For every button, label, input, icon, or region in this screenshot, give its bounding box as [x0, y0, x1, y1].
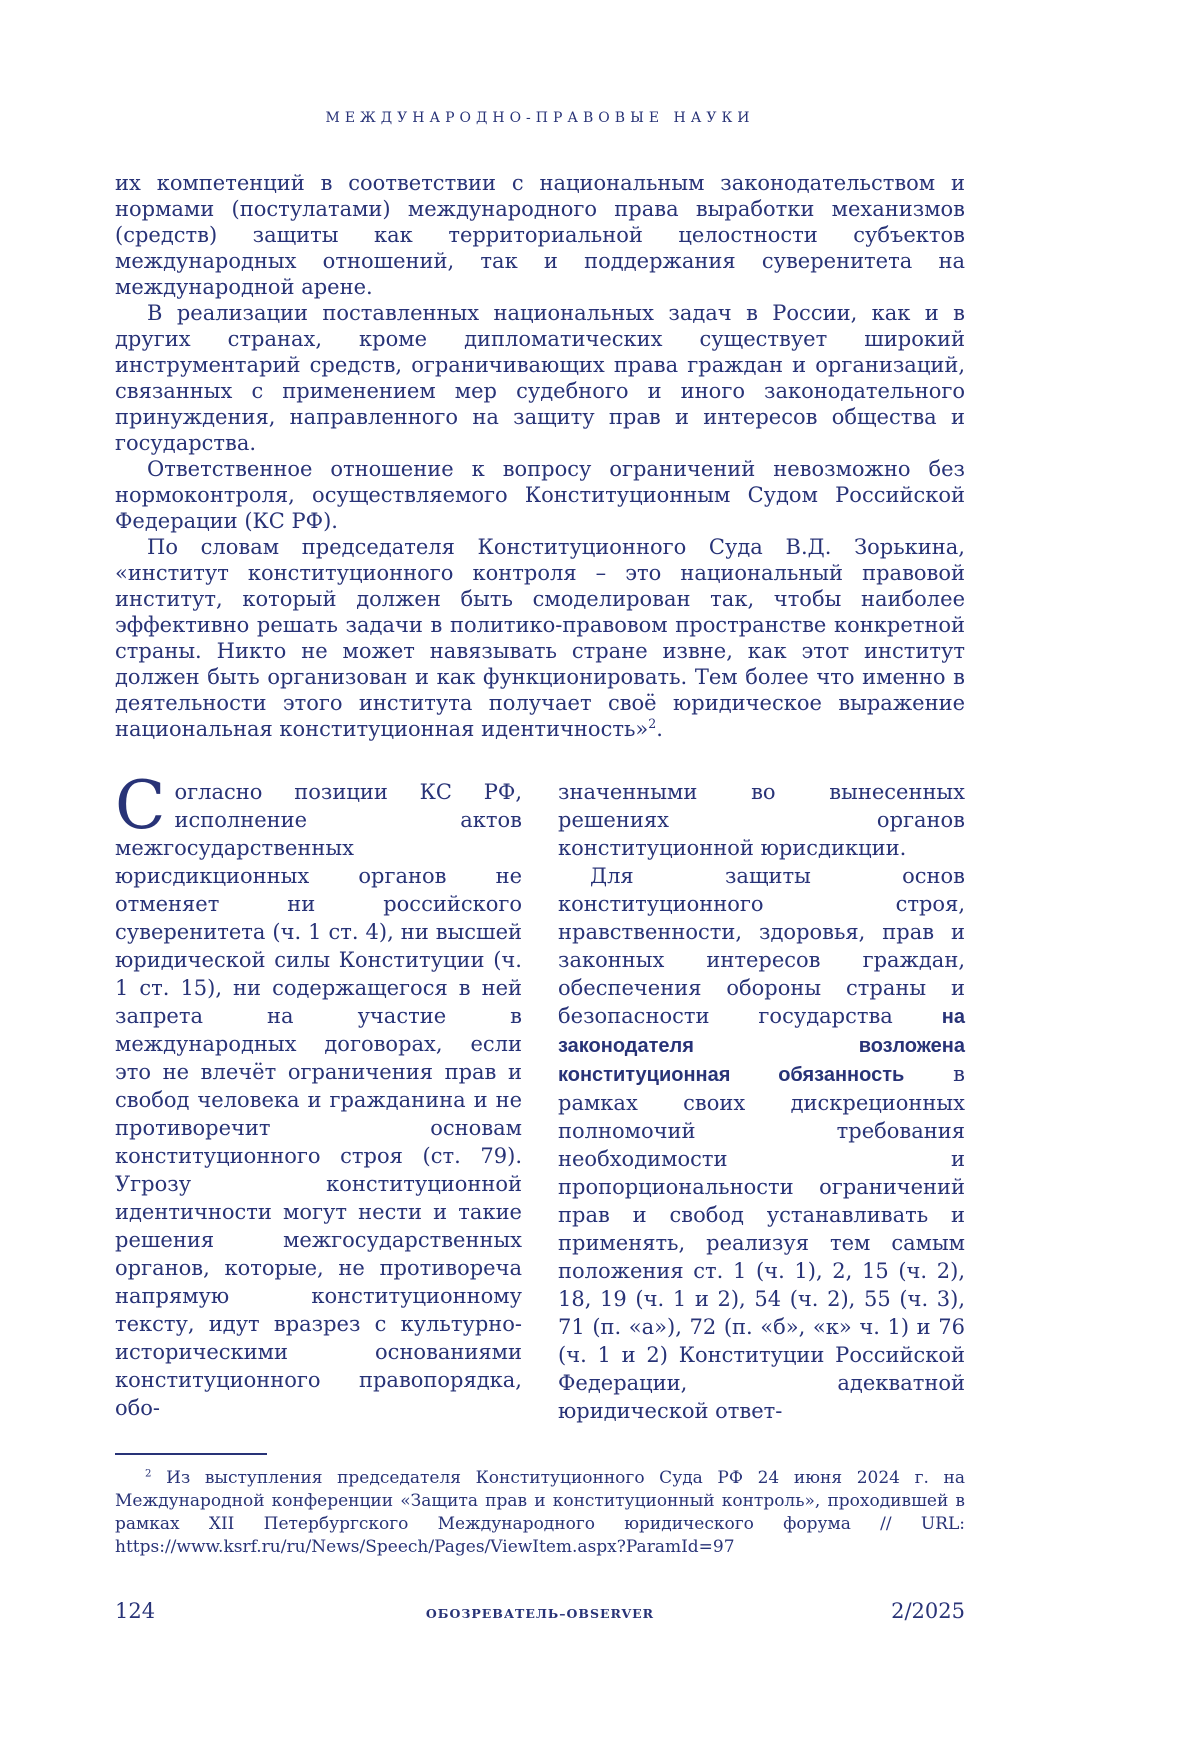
drop-cap: С [115, 767, 166, 844]
paragraph-dropcap [115, 767, 522, 1422]
journal-title: ОБОЗРЕВАТЕЛЬ–OBSERVER [425, 1606, 655, 1621]
intro-section [115, 170, 965, 742]
quote-text-end: . [656, 717, 663, 741]
paragraph-text: Для защиты основ конституционного строя, нравственности, здоровья, прав и законных интересов граждан, обеспечения обороны страны и безопасности государства [558, 864, 965, 1028]
running-head: МЕЖДУНАРОДНО-ПРАВОВЫЕ НАУКИ [325, 110, 755, 126]
page-footer [115, 1599, 965, 1623]
footnote [115, 1467, 965, 1559]
paragraph: В реализации поставленных национальных задач в России, как и в других странах, кроме дипломатических существует широкий инструментарий средств, ограничивающих права граждан и организаций, связанных с применением мер судебного и иного законодательного принуждения, направленного на защиту прав и интересов общества и государства. [115, 301, 965, 455]
left-column [115, 767, 522, 1425]
paragraph-text: огласно позиции КС РФ, исполнение актов межгосударственных юрисдикционных органов не отменяет ни российского суверенитета (ч. 1 ст. 4), ни высшей юридической силы Конституции (ч. 1 ст. 15), ни содержащегося в ней запрета на участие в международных договорах, если это не влечёт ограничения прав и свобод человека и гражданина и не противоречит основам конституционного строя (ст. 79). Угрозу конституционной идентичности могут нести и такие решения межгосударственных органов, которые, не противореча напрямую конституционному тексту, идут вразрез с культурно-историческими основаниями конституционного правопорядка, обо- [115, 780, 522, 1420]
paragraph-continuation: значенными во вынесенных решениях органов конституционной юрисдикции. [558, 780, 965, 860]
paragraph-continuation: их компетенций в соответствии с национальным законодательством и нормами (постулатами) международного права выработки механизмов (средств) защиты как территориальной целостности субъектов международных отношений, так и поддержания суверенитета на международной арене. [115, 171, 965, 299]
footnote-text: Из выступления председателя Конституционного Суда РФ 24 июня 2024 г. на Международной конференции «Защита прав и конституционный контроль», проходившей в рамках XII Петербургского Международного юридического форума // URL: https://www.ksrf.ru/ru/News/Speech/Pages/ViewItem.aspx?ParamId=97 [115, 1468, 965, 1557]
quote-text: По словам председателя Конституционного Суда В.Д. Зорькина, «институт конституционного контроля – это национальный правовой институт, который должен быть смоделирован так, чтобы наиболее эффективно решать задачи в политико-правовом пространстве конкретной страны. Никто не может навязывать стране извне, как этот институт должен быть организован и как функционировать. Тем более что именно в деятельности этого института получает своё юридическое выражение национальная конституционная идентичность» [115, 535, 965, 741]
journal-page [115, 0, 965, 1623]
page-number: 124 [115, 1599, 156, 1623]
paragraph-quote [115, 534, 965, 742]
footnote-separator [115, 1453, 267, 1455]
footnote-reference: 2 [648, 716, 657, 731]
footnote-number: 2 [145, 1468, 152, 1480]
right-column [558, 778, 965, 1425]
paragraph-text: в рамках своих дискреционных полномочий требования необходимости и пропорциональности ограничений прав и свобод устанавливать и применять, реализуя тем самым положения ст. 1 (ч. 1), 2, 15 (ч. 2), 18, 19 (ч. 1 и 2), 54 (ч. 2), 55 (ч. 3), 71 (п. «а»), 72 (п. «б», «к» ч. 1) и 76 (ч. 1 и 2) Конституции Российской Федерации, адекватной юридической ответ- [558, 1062, 965, 1423]
two-column-section [115, 767, 965, 1425]
issue-number: 2/2025 [891, 1599, 965, 1623]
paragraph [558, 862, 965, 1425]
paragraph: Ответственное отношение к вопросу ограничений невозможно без нормоконтроля, осуществляемого Конституционным Судом Российской Федерации (КС РФ). [115, 457, 965, 533]
bold-emphasis: на законодателя возложена конституционная обязанность [558, 1006, 965, 1086]
